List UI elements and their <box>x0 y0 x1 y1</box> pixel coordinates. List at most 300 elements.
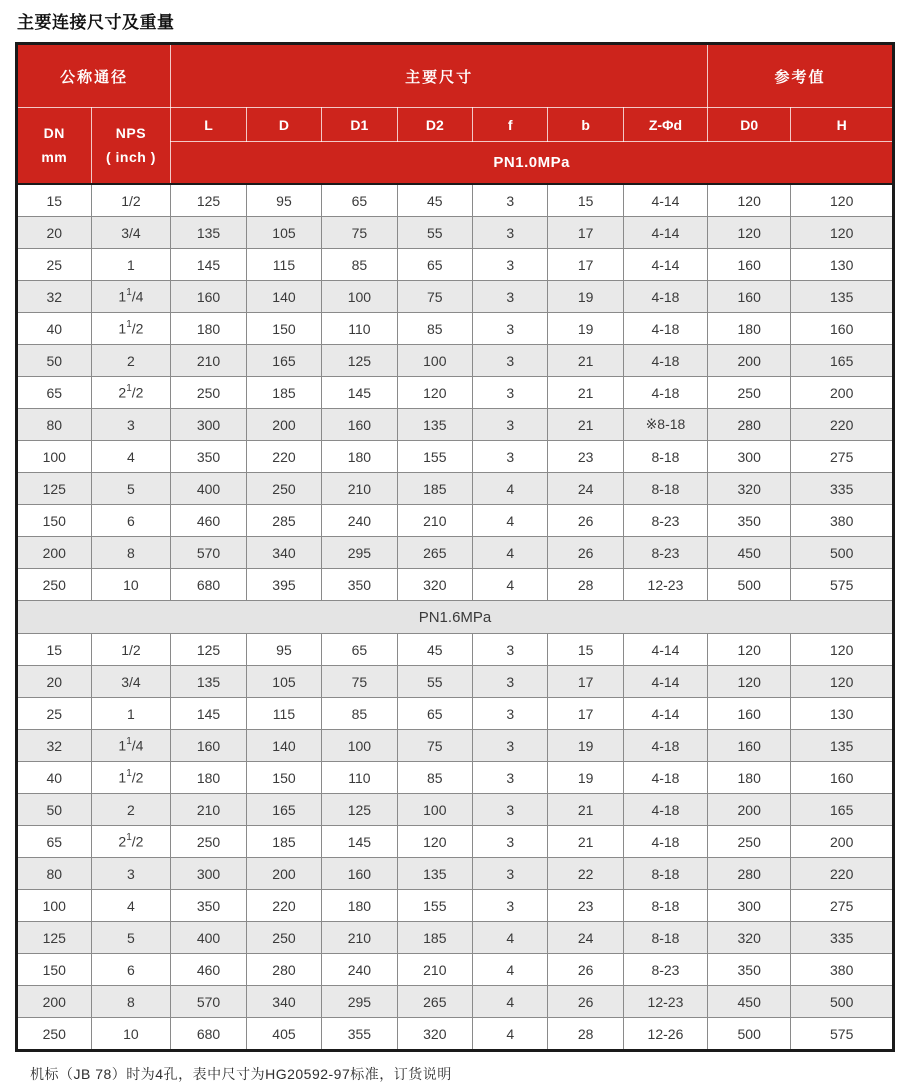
value-cell: 165 <box>791 794 894 826</box>
table-row <box>17 666 894 698</box>
group-header: 公称通径 <box>17 44 171 108</box>
value-cell: 180 <box>322 441 397 473</box>
value-cell: 26 <box>548 505 623 537</box>
value-cell: 160 <box>791 762 894 794</box>
value-cell: 4-14 <box>623 249 707 281</box>
value-cell: 120 <box>708 217 791 249</box>
value-cell: 26 <box>548 954 623 986</box>
column-header: L <box>171 108 246 142</box>
value-cell: 200 <box>791 377 894 409</box>
column-header: D2 <box>397 108 472 142</box>
value-cell: 180 <box>708 313 791 345</box>
value-cell: 17 <box>548 217 623 249</box>
value-cell: 100 <box>322 730 397 762</box>
value-cell: 12-23 <box>623 986 707 1018</box>
value-cell: 21 <box>548 409 623 441</box>
value-cell: 3 <box>473 826 548 858</box>
value-cell: 295 <box>322 986 397 1018</box>
value-cell: 120 <box>791 634 894 666</box>
value-cell: 25 <box>17 249 92 281</box>
value-cell: 355 <box>322 1018 397 1051</box>
table-row <box>17 634 894 666</box>
value-cell: 200 <box>246 409 321 441</box>
value-cell: 3 <box>473 409 548 441</box>
value-cell: 15 <box>548 184 623 217</box>
table-row <box>17 954 894 986</box>
value-cell: 65 <box>17 826 92 858</box>
value-cell: 135 <box>791 730 894 762</box>
value-cell: 180 <box>171 762 246 794</box>
table-head <box>17 44 894 185</box>
value-cell: 210 <box>322 473 397 505</box>
column-header: f <box>473 108 548 142</box>
value-cell: 320 <box>708 473 791 505</box>
table-row <box>17 441 894 473</box>
value-cell: 220 <box>791 858 894 890</box>
value-cell: 150 <box>17 954 92 986</box>
value-cell: 95 <box>246 184 321 217</box>
value-cell: 200 <box>246 858 321 890</box>
value-cell: 45 <box>397 184 472 217</box>
value-cell: 250 <box>171 377 246 409</box>
nps-cell: 3 <box>91 409 171 441</box>
value-cell: 8-18 <box>623 473 707 505</box>
value-cell: 65 <box>397 249 472 281</box>
value-cell: 395 <box>246 569 321 601</box>
value-cell: 210 <box>322 922 397 954</box>
value-cell: 8-18 <box>623 890 707 922</box>
column-header: Z-Φd <box>623 108 707 142</box>
value-cell: 405 <box>246 1018 321 1051</box>
value-cell: 4-14 <box>623 634 707 666</box>
nps-cell: 3 <box>91 858 171 890</box>
value-cell: 120 <box>708 634 791 666</box>
value-cell: 220 <box>246 441 321 473</box>
value-cell: 50 <box>17 794 92 826</box>
value-cell: 4-18 <box>623 826 707 858</box>
value-cell: 26 <box>548 537 623 569</box>
value-cell: 8-23 <box>623 537 707 569</box>
value-cell: 100 <box>17 890 92 922</box>
value-cell: 120 <box>397 377 472 409</box>
value-cell: 220 <box>246 890 321 922</box>
value-cell: 8-18 <box>623 441 707 473</box>
left-header <box>17 108 92 185</box>
value-cell: 295 <box>322 537 397 569</box>
value-cell: 4-18 <box>623 794 707 826</box>
value-cell: 145 <box>171 249 246 281</box>
value-cell: 65 <box>322 184 397 217</box>
value-cell: 25 <box>17 698 92 730</box>
table-row <box>17 313 894 345</box>
value-cell: 500 <box>708 1018 791 1051</box>
value-cell: 4-18 <box>623 313 707 345</box>
value-cell: 160 <box>708 698 791 730</box>
value-cell: 160 <box>322 858 397 890</box>
value-cell: 23 <box>548 890 623 922</box>
table-row <box>17 1018 894 1051</box>
value-cell: 275 <box>791 890 894 922</box>
value-cell: 65 <box>17 377 92 409</box>
value-cell: 12-23 <box>623 569 707 601</box>
page-title: 主要连接尺寸及重量 <box>17 13 175 32</box>
value-cell: 4 <box>473 1018 548 1051</box>
value-cell: 145 <box>322 826 397 858</box>
nps-cell: 6 <box>91 505 171 537</box>
nps-cell: $1^1/2$ <box>91 762 171 794</box>
value-cell: 40 <box>17 762 92 794</box>
value-cell: 350 <box>171 441 246 473</box>
value-cell: 4 <box>473 537 548 569</box>
value-cell: 4 <box>473 473 548 505</box>
value-cell: 160 <box>708 249 791 281</box>
value-cell: 180 <box>322 890 397 922</box>
value-cell: 115 <box>246 698 321 730</box>
value-cell: 500 <box>791 986 894 1018</box>
table-row <box>17 281 894 313</box>
value-cell: 135 <box>791 281 894 313</box>
nps-cell: 6 <box>91 954 171 986</box>
value-cell: 250 <box>17 569 92 601</box>
value-cell: 12-26 <box>623 1018 707 1051</box>
value-cell: 24 <box>548 473 623 505</box>
table-row <box>17 473 894 505</box>
column-header: D <box>246 108 321 142</box>
value-cell: 570 <box>171 986 246 1018</box>
value-cell: 160 <box>708 281 791 313</box>
nps-cell: 2 <box>91 345 171 377</box>
value-cell: 155 <box>397 890 472 922</box>
value-cell: 135 <box>171 666 246 698</box>
value-cell: 4-18 <box>623 762 707 794</box>
table-row <box>17 794 894 826</box>
value-cell: 3 <box>473 345 548 377</box>
value-cell: 150 <box>246 313 321 345</box>
column-header: D1 <box>322 108 397 142</box>
nps-cell: $2^1/2$ <box>91 826 171 858</box>
table-row <box>17 762 894 794</box>
pressure-band: PN1.0MPa <box>171 142 894 185</box>
nps-cell: 2 <box>91 794 171 826</box>
table-row <box>17 409 894 441</box>
pressure-band: PN1.6MPa <box>17 601 894 634</box>
value-cell: 210 <box>171 794 246 826</box>
value-cell: 680 <box>171 569 246 601</box>
value-cell: 3 <box>473 794 548 826</box>
value-cell: 280 <box>246 954 321 986</box>
value-cell: 80 <box>17 409 92 441</box>
table-row <box>17 249 894 281</box>
value-cell: 20 <box>17 666 92 698</box>
value-cell: 450 <box>708 537 791 569</box>
left-header-line: DN <box>43 125 65 142</box>
value-cell: 500 <box>708 569 791 601</box>
nps-cell: 5 <box>91 473 171 505</box>
value-cell: 250 <box>17 1018 92 1051</box>
value-cell: 160 <box>322 409 397 441</box>
value-cell: 4 <box>473 569 548 601</box>
value-cell: 125 <box>17 473 92 505</box>
value-cell: 400 <box>171 922 246 954</box>
nps-cell: 3/4 <box>91 217 171 249</box>
value-cell: 200 <box>708 794 791 826</box>
value-cell: 120 <box>708 184 791 217</box>
value-cell: 100 <box>17 441 92 473</box>
value-cell: 45 <box>397 634 472 666</box>
value-cell: 250 <box>708 826 791 858</box>
value-cell: 21 <box>548 794 623 826</box>
value-cell: 21 <box>548 345 623 377</box>
value-cell: ※8-18 <box>623 409 707 441</box>
value-cell: 120 <box>791 217 894 249</box>
left-header-line: mm <box>41 148 68 165</box>
value-cell: 20 <box>17 217 92 249</box>
left-header-line: NPS <box>115 125 147 142</box>
value-cell: 4-14 <box>623 217 707 249</box>
value-cell: 575 <box>791 569 894 601</box>
value-cell: 50 <box>17 345 92 377</box>
nps-cell: 10 <box>91 569 171 601</box>
table-row <box>17 345 894 377</box>
value-cell: 150 <box>246 762 321 794</box>
nps-cell: $1^1/4$ <box>91 730 171 762</box>
value-cell: 80 <box>17 858 92 890</box>
left-header-line: ( inch ) <box>105 148 156 165</box>
value-cell: 300 <box>708 441 791 473</box>
value-cell: 32 <box>17 281 92 313</box>
value-cell: 4 <box>473 986 548 1018</box>
left-header <box>91 108 171 185</box>
value-cell: 105 <box>246 217 321 249</box>
value-cell: 19 <box>548 762 623 794</box>
value-cell: 8-23 <box>623 954 707 986</box>
value-cell: 130 <box>791 249 894 281</box>
value-cell: 85 <box>322 698 397 730</box>
value-cell: 285 <box>246 505 321 537</box>
value-cell: 200 <box>17 986 92 1018</box>
column-header: D0 <box>708 108 791 142</box>
table-row <box>17 184 894 217</box>
value-cell: 125 <box>171 634 246 666</box>
value-cell: 165 <box>246 794 321 826</box>
table-row <box>17 922 894 954</box>
value-cell: 165 <box>791 345 894 377</box>
nps-cell: 1 <box>91 249 171 281</box>
value-cell: 125 <box>171 184 246 217</box>
value-cell: 3 <box>473 441 548 473</box>
value-cell: 220 <box>791 409 894 441</box>
value-cell: 100 <box>397 794 472 826</box>
value-cell: 380 <box>791 954 894 986</box>
value-cell: 160 <box>171 281 246 313</box>
value-cell: 4-18 <box>623 345 707 377</box>
nps-cell: 1 <box>91 698 171 730</box>
value-cell: 275 <box>791 441 894 473</box>
value-cell: 3 <box>473 217 548 249</box>
value-cell: 320 <box>397 1018 472 1051</box>
value-cell: 145 <box>322 377 397 409</box>
value-cell: 8-18 <box>623 858 707 890</box>
value-cell: 165 <box>246 345 321 377</box>
nps-cell: 3/4 <box>91 666 171 698</box>
value-cell: 125 <box>322 794 397 826</box>
value-cell: 115 <box>246 249 321 281</box>
value-cell: 26 <box>548 986 623 1018</box>
value-cell: 4-18 <box>623 281 707 313</box>
value-cell: 24 <box>548 922 623 954</box>
value-cell: 210 <box>171 345 246 377</box>
value-cell: 3 <box>473 377 548 409</box>
value-cell: 4-18 <box>623 730 707 762</box>
value-cell: 250 <box>708 377 791 409</box>
value-cell: 19 <box>548 730 623 762</box>
value-cell: 185 <box>397 922 472 954</box>
value-cell: 350 <box>708 954 791 986</box>
table-row <box>17 986 894 1018</box>
value-cell: 500 <box>791 537 894 569</box>
value-cell: 21 <box>548 826 623 858</box>
value-cell: 105 <box>246 666 321 698</box>
value-cell: 3 <box>473 184 548 217</box>
value-cell: 210 <box>397 505 472 537</box>
value-cell: 335 <box>791 473 894 505</box>
nps-cell: 10 <box>91 1018 171 1051</box>
value-cell: 140 <box>246 281 321 313</box>
value-cell: 160 <box>171 730 246 762</box>
value-cell: 17 <box>548 698 623 730</box>
value-cell: 75 <box>322 217 397 249</box>
value-cell: 280 <box>708 409 791 441</box>
value-cell: 125 <box>17 922 92 954</box>
value-cell: 300 <box>171 409 246 441</box>
value-cell: 28 <box>548 569 623 601</box>
value-cell: 100 <box>397 345 472 377</box>
value-cell: 40 <box>17 313 92 345</box>
value-cell: 185 <box>397 473 472 505</box>
value-cell: 17 <box>548 666 623 698</box>
value-cell: 680 <box>171 1018 246 1051</box>
value-cell: 200 <box>791 826 894 858</box>
value-cell: 4 <box>473 954 548 986</box>
value-cell: 4 <box>473 505 548 537</box>
value-cell: 23 <box>548 441 623 473</box>
value-cell: 350 <box>171 890 246 922</box>
value-cell: 110 <box>322 313 397 345</box>
value-cell: 350 <box>708 505 791 537</box>
value-cell: 3 <box>473 666 548 698</box>
group-header: 参考值 <box>708 44 894 108</box>
value-cell: 21 <box>548 377 623 409</box>
header-group-row <box>17 44 894 108</box>
value-cell: 160 <box>708 730 791 762</box>
value-cell: 75 <box>397 730 472 762</box>
value-cell: 8-23 <box>623 505 707 537</box>
value-cell: 4-14 <box>623 698 707 730</box>
value-cell: 110 <box>322 762 397 794</box>
value-cell: 160 <box>791 313 894 345</box>
table-row <box>17 698 894 730</box>
value-cell: 125 <box>322 345 397 377</box>
value-cell: 200 <box>17 537 92 569</box>
table-row <box>17 569 894 601</box>
nps-cell: 4 <box>91 890 171 922</box>
value-cell: 250 <box>171 826 246 858</box>
value-cell: 4-18 <box>623 377 707 409</box>
value-cell: 85 <box>397 313 472 345</box>
value-cell: 3 <box>473 762 548 794</box>
value-cell: 200 <box>708 345 791 377</box>
value-cell: 3 <box>473 730 548 762</box>
value-cell: 120 <box>791 666 894 698</box>
value-cell: 75 <box>397 281 472 313</box>
value-cell: 3 <box>473 249 548 281</box>
value-cell: 380 <box>791 505 894 537</box>
value-cell: 100 <box>322 281 397 313</box>
value-cell: 4-14 <box>623 666 707 698</box>
table-row <box>17 505 894 537</box>
value-cell: 135 <box>397 409 472 441</box>
value-cell: 150 <box>17 505 92 537</box>
value-cell: 180 <box>171 313 246 345</box>
value-cell: 85 <box>397 762 472 794</box>
value-cell: 65 <box>322 634 397 666</box>
value-cell: 340 <box>246 986 321 1018</box>
value-cell: 350 <box>322 569 397 601</box>
value-cell: 120 <box>708 666 791 698</box>
nps-cell: 4 <box>91 441 171 473</box>
value-cell: 460 <box>171 505 246 537</box>
value-cell: 120 <box>791 184 894 217</box>
value-cell: 400 <box>171 473 246 505</box>
value-cell: 4-14 <box>623 184 707 217</box>
value-cell: 28 <box>548 1018 623 1051</box>
value-cell: 300 <box>171 858 246 890</box>
value-cell: 120 <box>397 826 472 858</box>
value-cell: 55 <box>397 217 472 249</box>
value-cell: 75 <box>322 666 397 698</box>
value-cell: 450 <box>708 986 791 1018</box>
table-row <box>17 858 894 890</box>
value-cell: 3 <box>473 698 548 730</box>
group-header: 主要尺寸 <box>171 44 708 108</box>
dimension-table <box>15 42 895 1052</box>
value-cell: 320 <box>708 922 791 954</box>
value-cell: 320 <box>397 569 472 601</box>
value-cell: 335 <box>791 922 894 954</box>
value-cell: 85 <box>322 249 397 281</box>
value-cell: 460 <box>171 954 246 986</box>
nps-cell: $1^1/4$ <box>91 281 171 313</box>
nps-cell: $2^1/2$ <box>91 377 171 409</box>
section-band-row <box>17 601 894 634</box>
value-cell: 145 <box>171 698 246 730</box>
column-header: H <box>791 108 894 142</box>
value-cell: 15 <box>17 634 92 666</box>
table-body <box>17 184 894 1051</box>
value-cell: 250 <box>246 922 321 954</box>
header-label-row <box>17 108 894 142</box>
value-cell: 4 <box>473 922 548 954</box>
value-cell: 19 <box>548 313 623 345</box>
value-cell: 265 <box>397 986 472 1018</box>
nps-cell: 5 <box>91 922 171 954</box>
value-cell: 575 <box>791 1018 894 1051</box>
value-cell: 32 <box>17 730 92 762</box>
value-cell: 185 <box>246 377 321 409</box>
value-cell: 265 <box>397 537 472 569</box>
value-cell: 280 <box>708 858 791 890</box>
column-header: b <box>548 108 623 142</box>
